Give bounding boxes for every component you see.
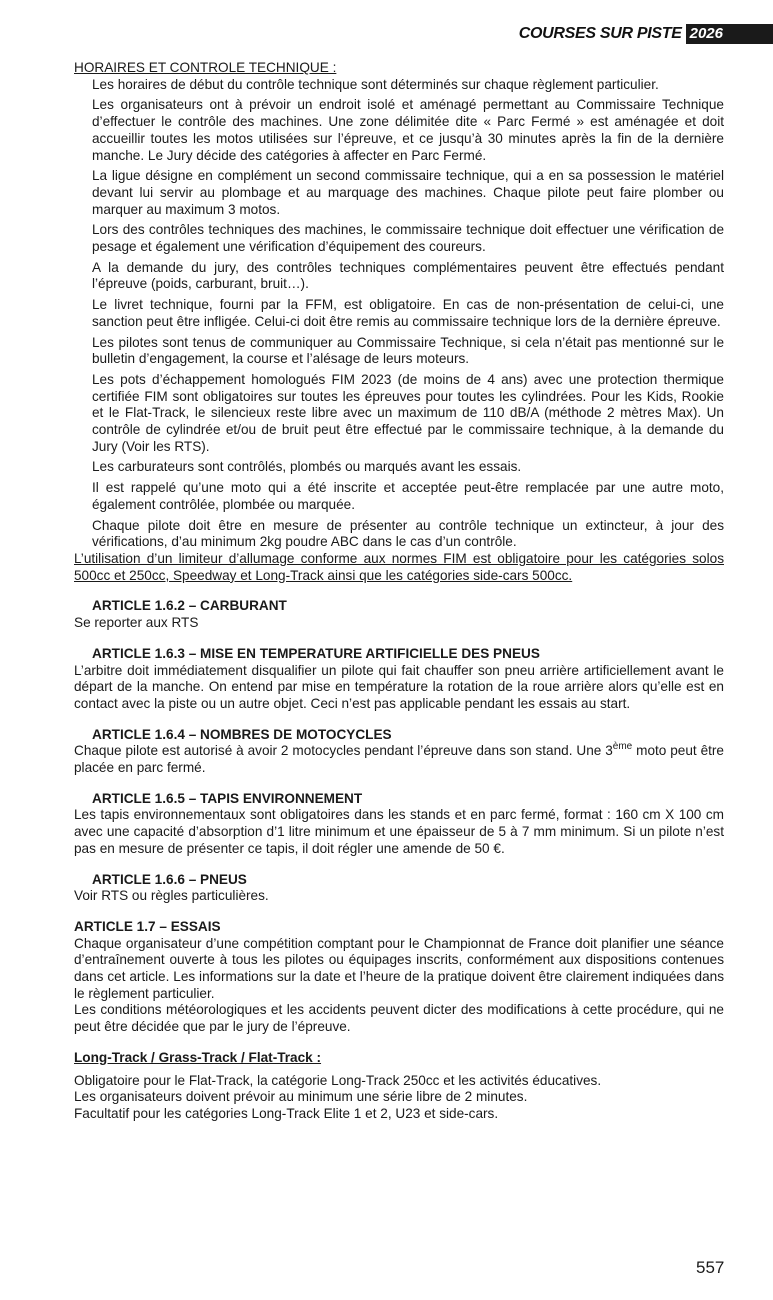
article-text: Les tapis environnementaux sont obligatoires dans les stands et en parc fermé, format : 160 cm X 100 cm avec une capacité d’absorption d’1 litre minimum et une épaisseur de 5 à 7 mm minimum. Si un pilote n’est pas en mesure de présenter ce tapis, il doit régler une amende de 50 €. bbox=[74, 807, 724, 856]
paragraph: Les carburateurs sont contrôlés, plombés ou marqués avant les essais. bbox=[92, 459, 522, 475]
article-text-part: Chaque pilote est autorisé à avoir 2 motocycles pendant l’épreuve dans son stand. Une 3 bbox=[74, 743, 613, 759]
paragraph: La ligue désigne en complément un second commissaire technique, qui a en sa possession le matériel devant lui servir au plombage et au marquage des machines. Chaque pilote peut faire plomber ou marquer au maximum 3 motos. bbox=[92, 168, 724, 217]
article-heading: ARTICLE 1.6.2 – CARBURANT bbox=[92, 598, 287, 614]
page-header bbox=[519, 24, 773, 44]
paragraph: Les pilotes sont tenus de communiquer au Commissaire Technique, si cela n’était pas mentionné sur le bulletin d’engagement, la course et l’alésage de leurs moteurs. bbox=[92, 334, 724, 367]
article-text: Les conditions météorologiques et les accidents peuvent dicter des modifications à cette procédure, qui ne peut être décidée que par le jury de l’épreuve. bbox=[74, 1002, 724, 1035]
longtrack-heading: Long-Track / Grass-Track / Flat-Track : bbox=[74, 1049, 322, 1065]
header-title: COURSES SUR PISTE bbox=[518, 25, 682, 42]
header-year: 2026 bbox=[686, 24, 773, 44]
article-text: L’arbitre doit immédiatement disqualifier un pilote qui fait chauffer son pneu arrière artificiellement avant le départ de la manche. On entend par mise en température la rotation de la roue arrière alors qu’elle est en contact avec la piste ou un autre objet. Ceci n’est pas applicable pendant les essais au start. bbox=[74, 662, 724, 711]
longtrack-line: Les organisateurs doivent prévoir au minimum une série libre de 2 minutes. bbox=[74, 1089, 528, 1105]
article-text bbox=[74, 743, 724, 776]
page-content bbox=[74, 60, 724, 1123]
paragraph: Lors des contrôles techniques des machines, le commissaire technique doit effectuer une vérification de pesage et également une vérification d’équipement des coureurs. bbox=[92, 222, 724, 255]
paragraph: Chaque pilote doit être en mesure de présenter au contrôle technique un extincteur, à jour des vérifications, d’au minimum 2kg poudre ABC dans le cas d’un contrôle. bbox=[92, 517, 724, 550]
article-text: Voir RTS ou règles particulières. bbox=[74, 888, 269, 904]
article-heading: ARTICLE 1.6.3 – MISE EN TEMPERATURE ARTIFICIELLE DES PNEUS bbox=[92, 645, 540, 661]
longtrack-line: Facultatif pour les catégories Long-Track Elite 1 et 2, U23 et side-cars. bbox=[74, 1105, 499, 1121]
paragraph: Il est rappelé qu’une moto qui a été inscrite et acceptée peut-être remplacée par une autre moto, également contrôlée, plombée ou marquée. bbox=[92, 480, 724, 512]
paragraph: Les organisateurs ont à prévoir un endroit isolé et aménagé permettant au Commissaire Technique d’effectuer le contrôle des machines. Une zone délimitée dite « Parc Fermé » est aménagée et doit accueillir toutes les motos utilisées sur l’épreuve, et ce jusqu’à 30 minutes après la fin de la dernière manche. Le Jury décide des catégories à affecter en Parc Fermé. bbox=[92, 97, 724, 163]
paragraph: Le livret technique, fourni par la FFM, est obligatoire. En cas de non-présentation de celui-ci, une sanction peut être infligée. Celui-ci doit être remis au commissaire technique lors de la dernière épreuve. bbox=[92, 297, 724, 329]
article-text: Se reporter aux RTS bbox=[74, 615, 199, 631]
longtrack-line: Obligatoire pour le Flat-Track, la catégorie Long-Track 250cc et les activités éducatives. bbox=[74, 1072, 602, 1088]
underlined-note: L’utilisation d’un limiteur d’allumage conforme aux normes FIM est obligatoire pour les catégories solos 500cc et 250cc, Speedway et Long-Track ainsi que les catégories side-cars 500cc. bbox=[74, 550, 724, 583]
paragraph: Les horaires de début du contrôle technique sont déterminés sur chaque règlement particulier. bbox=[92, 76, 659, 92]
article-heading: ARTICLE 1.6.5 – TAPIS ENVIRONNEMENT bbox=[92, 790, 363, 806]
section-title: HORAIRES ET CONTROLE TECHNIQUE : bbox=[74, 60, 337, 75]
article-heading: ARTICLE 1.6.6 – PNEUS bbox=[92, 871, 247, 887]
article-text: Chaque organisateur d’une compétition comptant pour le Championnat de France doit planifier une séance d’entraînement ouverte à tous les pilotes ou équipages inscrits, conformément aux dispositions contenues dans cet article. Les informations sur la date et l’heure de la pratique doivent être clairement indiquées dans le règlement particulier. bbox=[74, 935, 724, 1001]
page-number: 557 bbox=[696, 1258, 725, 1277]
superscript: ème bbox=[612, 741, 633, 753]
article-heading: ARTICLE 1.7 – ESSAIS bbox=[74, 918, 221, 934]
article-text-part: moto peut être placée en parc fermé. bbox=[74, 743, 724, 776]
paragraph: Les pots d’échappement homologués FIM 2023 (de moins de 4 ans) avec une protection thermique certifiée FIM sont obligatoires sur toutes les épreuves pour toutes les cylindrées. Pour les Kids, Rookie et le Flat-Track, le silencieux reste libre avec un maximum de 110 dB/A (méthode 2 mètres Max). Un contrôle de cylindrée et/ou de bruit peut être effectué par le commissaire technique, à la demande du Jury (Voir les RTS). bbox=[92, 371, 724, 454]
paragraph: A la demande du jury, des contrôles techniques complémentaires peuvent être effectués pendant l’épreuve (poids, carburant, bruit…). bbox=[92, 259, 724, 292]
article-heading: ARTICLE 1.6.4 – NOMBRES DE MOTOCYCLES bbox=[92, 726, 392, 742]
